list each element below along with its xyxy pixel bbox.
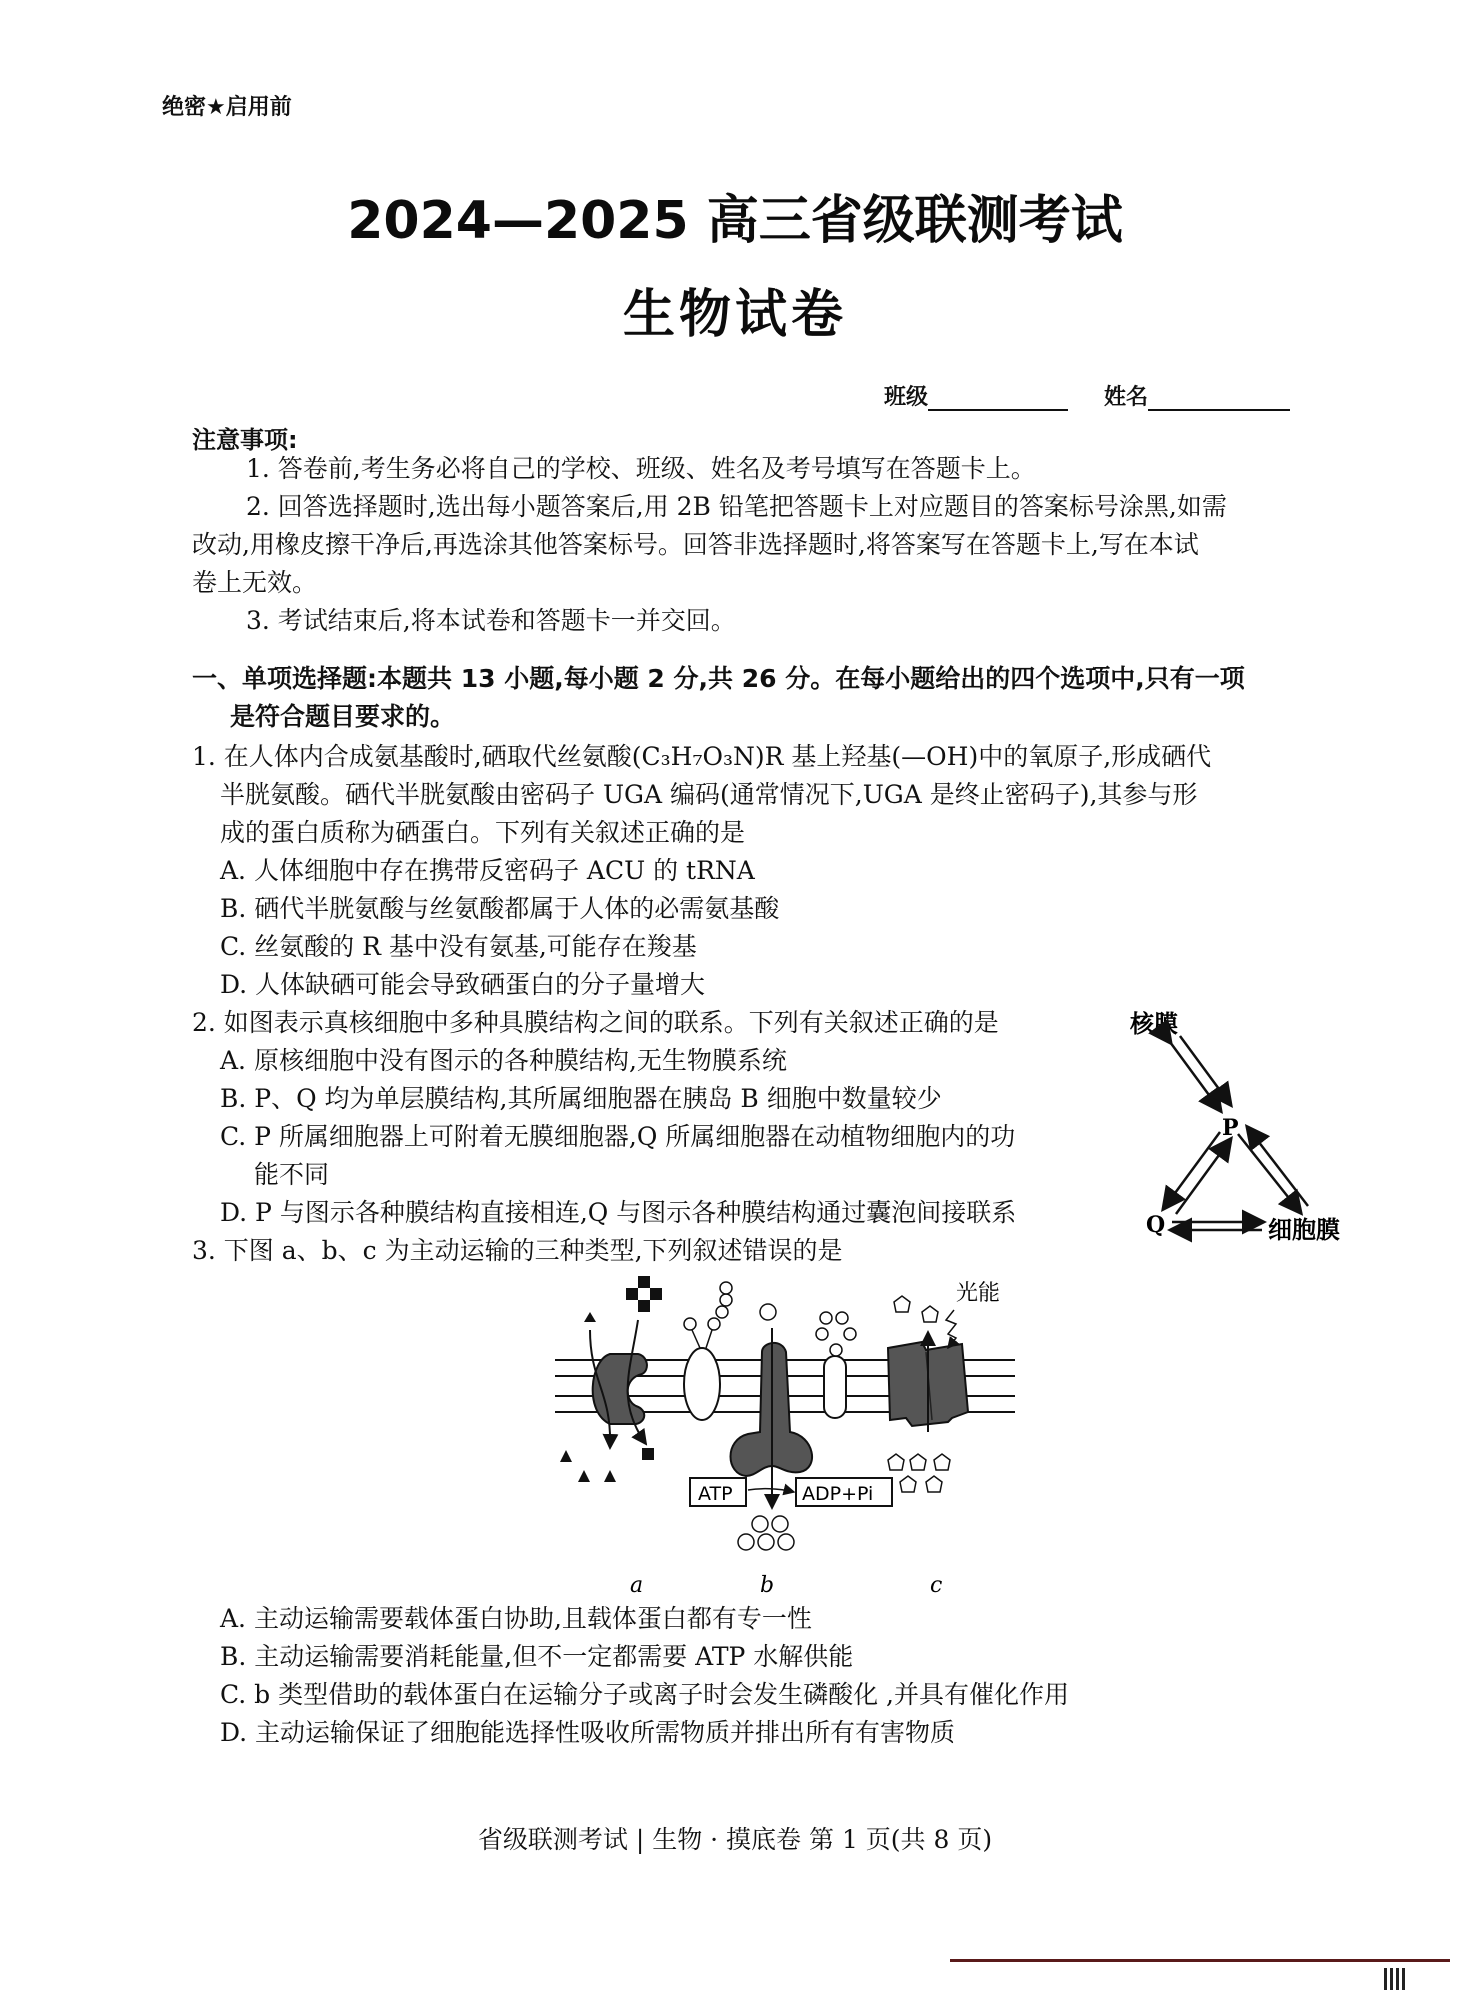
section-heading-cont: 是符合题目要求的。 bbox=[230, 702, 456, 731]
triangle-solute-icon bbox=[584, 1312, 596, 1322]
transporter-small-oval bbox=[816, 1312, 856, 1418]
transporter-c-light-pump bbox=[888, 1281, 1000, 1492]
light-energy-label: 光能 bbox=[956, 1281, 1001, 1306]
q3-option-d: D. 主动运输保证了细胞能选择性吸收所需物质并排出所有有害物质 bbox=[220, 1718, 956, 1747]
notice-item: 1. 答卷前,考生务必将自己的学校、班级、姓名及考号填写在答题卡上。 bbox=[246, 454, 1036, 483]
transporter-oval bbox=[684, 1282, 732, 1420]
pentagon-solute-icon bbox=[926, 1476, 942, 1492]
label-b: b bbox=[760, 1573, 775, 1598]
name-label: 姓名 bbox=[1104, 385, 1149, 410]
triangle-solute-icon bbox=[578, 1470, 590, 1482]
q1-stem: 半胱氨酸。硒代半胱氨酸由密码子 UGA 编码(通常情况下,UGA 是终止密码子),其参与形 bbox=[220, 780, 1198, 809]
q1-option-b: B. 硒代半胱氨酸与丝氨酸都属于人体的必需氨基酸 bbox=[220, 894, 780, 923]
triangle-solute-icon bbox=[560, 1450, 572, 1462]
triangle-solute-icon bbox=[604, 1470, 616, 1482]
square-solute-icon bbox=[642, 1448, 654, 1460]
adp-label: ADP+Pi bbox=[802, 1483, 874, 1505]
pentagon-solute-icon bbox=[922, 1306, 938, 1322]
q1-option-c: C. 丝氨酸的 R 基中没有氨基,可能存在羧基 bbox=[220, 932, 697, 961]
confidential-label: 绝密★启用前 bbox=[162, 95, 292, 120]
active-transport-figure bbox=[550, 1272, 1020, 1602]
diagram-label-p: P bbox=[1222, 1115, 1239, 1141]
q1-option-a: A. 人体细胞中存在携带反密码子 ACU 的 tRNA bbox=[220, 856, 755, 885]
pentagon-solute-icon bbox=[910, 1454, 926, 1470]
q3-option-c: C. b 类型借助的载体蛋白在运输分子或离子时会发生磷酸化 ,并具有催化作用 bbox=[220, 1680, 1069, 1709]
class-field bbox=[884, 380, 1068, 411]
pentagon-solute-icon bbox=[900, 1476, 916, 1492]
q2-option-d: D. P 与图示各种膜结构直接相连,Q 与图示各种膜结构通过囊泡间接联系 bbox=[220, 1198, 1017, 1227]
q2-option-c: C. P 所属细胞器上可附着无膜细胞器,Q 所属细胞器在动植物细胞内的功 bbox=[220, 1122, 1016, 1151]
notice-item: 卷上无效。 bbox=[192, 568, 318, 597]
class-blank bbox=[928, 387, 1068, 411]
exam-title: 2024—2025 高三省级联测考试 bbox=[347, 191, 1123, 251]
name-field bbox=[1104, 380, 1290, 411]
pentagon-solute-icon bbox=[888, 1454, 904, 1470]
light-wave-icon bbox=[946, 1310, 956, 1348]
q3-stem: 3. 下图 a、b、c 为主动运输的三种类型,下列叙述错误的是 bbox=[192, 1236, 843, 1265]
name-blank bbox=[1148, 387, 1290, 411]
square-solute-icon bbox=[638, 1276, 650, 1288]
bottom-rule bbox=[950, 1959, 1450, 1962]
pentagon-solute-icon bbox=[934, 1454, 950, 1470]
square-solute-icon bbox=[638, 1300, 650, 1312]
pentagon-solute-icon bbox=[894, 1296, 910, 1312]
q1-stem: 1. 在人体内合成氨基酸时,硒取代丝氨酸(C₃H₇O₃N)R 基上羟基(—OH)中的氧原子,形成硒代 bbox=[192, 742, 1212, 771]
diagram-label-q: Q bbox=[1146, 1212, 1166, 1238]
page-footer: 省级联测考试 | 生物 · 摸底卷 第 1 页(共 8 页) bbox=[477, 1825, 993, 1854]
arrow-nucleus-p-2 bbox=[1180, 1036, 1230, 1104]
notice-item: 2. 回答选择题时,选出每小题答案后,用 2B 铅笔把答题卡上对应题目的答案标号涂黑,如需 bbox=[246, 492, 1227, 521]
diagram-label-nuclear-membrane: 核膜 bbox=[1130, 1010, 1178, 1038]
q2-option-c-cont: 能不同 bbox=[254, 1160, 330, 1189]
square-solute-icon bbox=[650, 1288, 662, 1300]
q1-stem: 成的蛋白质称为硒蛋白。下列有关叙述正确的是 bbox=[220, 818, 746, 847]
arrow-p-membrane-1 bbox=[1238, 1134, 1300, 1212]
transporter-b-atp-pump bbox=[690, 1304, 892, 1550]
square-solute-icon bbox=[626, 1288, 638, 1300]
subject-title: 生物试卷 bbox=[622, 285, 847, 345]
q2-stem: 2. 如图表示真核细胞中多种具膜结构之间的联系。下列有关叙述正确的是 bbox=[192, 1008, 999, 1037]
class-label: 班级 bbox=[884, 385, 929, 410]
arrow-nucleus-p-1 bbox=[1170, 1042, 1220, 1110]
atp-label: ATP bbox=[698, 1483, 733, 1505]
arrow-p-q-2 bbox=[1176, 1140, 1230, 1214]
label-c: c bbox=[930, 1573, 943, 1598]
q3-option-a: A. 主动运输需要载体蛋白协助,且载体蛋白都有专一性 bbox=[220, 1604, 812, 1633]
arrow-p-membrane-2 bbox=[1248, 1128, 1308, 1206]
q1-option-d: D. 人体缺硒可能会导致硒蛋白的分子量增大 bbox=[220, 970, 706, 999]
q2-option-a: A. 原核细胞中没有图示的各种膜结构,无生物膜系统 bbox=[220, 1046, 787, 1075]
transporter-a bbox=[560, 1276, 662, 1482]
q2-option-b: B. P、Q 均为单层膜结构,其所属细胞器在胰岛 B 细胞中数量较少 bbox=[220, 1084, 942, 1113]
arrow-p-q-1 bbox=[1164, 1132, 1220, 1208]
notice-item: 3. 考试结束后,将本试卷和答题卡一并交回。 bbox=[246, 606, 736, 635]
section-heading: 一、单项选择题:本题共 13 小题,每小题 2 分,共 26 分。在每小题给出的四个选项中,只有一项 bbox=[192, 664, 1245, 693]
diagram-label-cell-membrane: 细胞膜 bbox=[1268, 1216, 1340, 1244]
label-a: a bbox=[630, 1573, 644, 1598]
membrane-relationship-diagram bbox=[1110, 1000, 1360, 1250]
notice-item: 改动,用橡皮擦干净后,再选涂其他答案标号。回答非选择题时,将答案写在答题卡上,写在本试 bbox=[192, 530, 1199, 559]
q3-option-b: B. 主动运输需要消耗能量,但不一定都需要 ATP 水解供能 bbox=[220, 1642, 854, 1671]
scanner-logo-icon bbox=[1384, 1968, 1406, 1990]
notice-title: 注意事项: bbox=[192, 426, 298, 454]
